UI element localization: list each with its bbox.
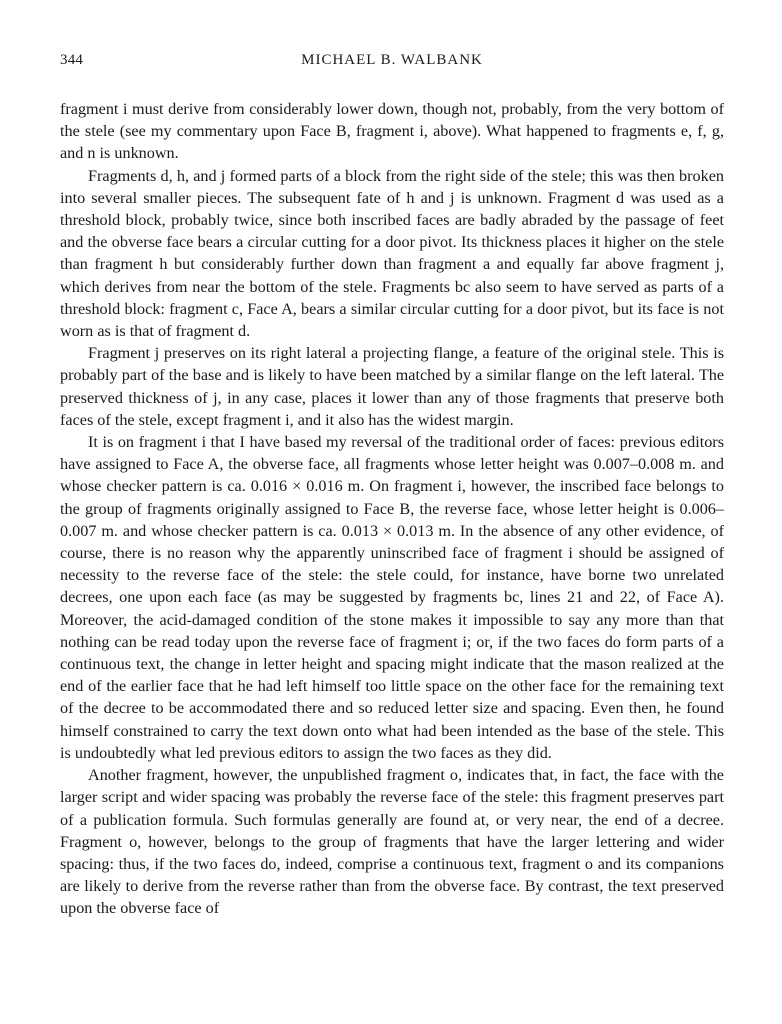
paragraph-1: fragment i must derive from considerably lower down, though not, probably, from the very bottom of the stele (see my commentary upon Face B, fragment i, above). What happened to fragments e, f, g, and n is unknown. — [60, 100, 724, 163]
page-number: 344 — [60, 52, 84, 68]
body-text — [60, 98, 724, 920]
paragraph-3: Fragment j preserves on its right lateral a projecting flange, a feature of the original stele. This is probably part of the base and is likely to have been matched by a similar flange on the left lateral. The preserved thickness of j, in any case, places it lower than any of those fragments that preserve both faces of the stele, except fragment i, and it also has the widest margin. — [60, 344, 724, 429]
paragraph-4: It is on fragment i that I have based my reversal of the traditional order of faces: previous editors have assigned to Face A, the obverse face, all fragments whose letter height was 0.007–0.008 m. and whose checker pattern is ca. 0.016 × 0.016 m. On fragment i, however, the inscribed face belongs to the group of fragments originally assigned to Face B, the reverse face, whose letter height is 0.006–0.007 m. and whose checker pattern is ca. 0.013 × 0.013 m. In the absence of any other evidence, of course, there is no reason why the apparently uninscribed face of fragment i should be assigned of necessity to the reverse face of the stele: the stele could, for instance, have borne two unrelated decrees, one upon each face (as may be suggested by fragments bc, lines 21 and 22, of Face A). Moreover, the acid-damaged condition of the stone makes it impossible to say any more than that nothing can be read today upon the reverse face of fragment i; or, if the two faces do form parts of a continuous text, the change in letter height and spacing might indicate that the mason realized at the end of the earlier face that he had left himself too little space on the other face for the remaining text of the decree to be accommodated there and so reduced letter size and spacing. Even then, he found himself constrained to carry the text down onto what had been intended as the base of the stele. This is undoubtedly what led previous editors to assign the two faces as they did. — [60, 433, 724, 762]
paragraph-2: Fragments d, h, and j formed parts of a block from the right side of the stele; this was then broken into several smaller pieces. The subsequent fate of h and j is unknown. Fragment d was used as a threshold block, probably twice, since both inscribed faces are badly abraded by the passage of feet and the obverse face bears a circular cutting for a door pivot. Its thickness places it higher on the stele than fragment h but considerably further down than fragment a and equally far above fragment j, which derives from near the bottom of the stele. Fragments bc also seem to have served as parts of a threshold block: fragment c, Face A, bears a similar circular cutting for a door pivot, but its face is not worn as is that of fragment d. — [60, 166, 724, 341]
paragraph-5: Another fragment, however, the unpublished fragment o, indicates that, in fact, the face with the larger script and wider spacing was probably the reverse face of the stele: this fragment preserves part of a publication formula. Such formulas generally are found at, or very near, the end of a decree. Fragment o, however, belongs to the group of fragments that have the larger lettering and wider spacing: thus, if the two faces do, indeed, comprise a continuous text, fragment o and its companions are likely to derive from the reverse rather than from the obverse face. By contrast, the text preserved upon the obverse face of — [60, 766, 724, 918]
page — [60, 52, 724, 920]
running-head: MICHAEL B. WALBANK — [301, 52, 483, 68]
page-header — [60, 52, 724, 76]
